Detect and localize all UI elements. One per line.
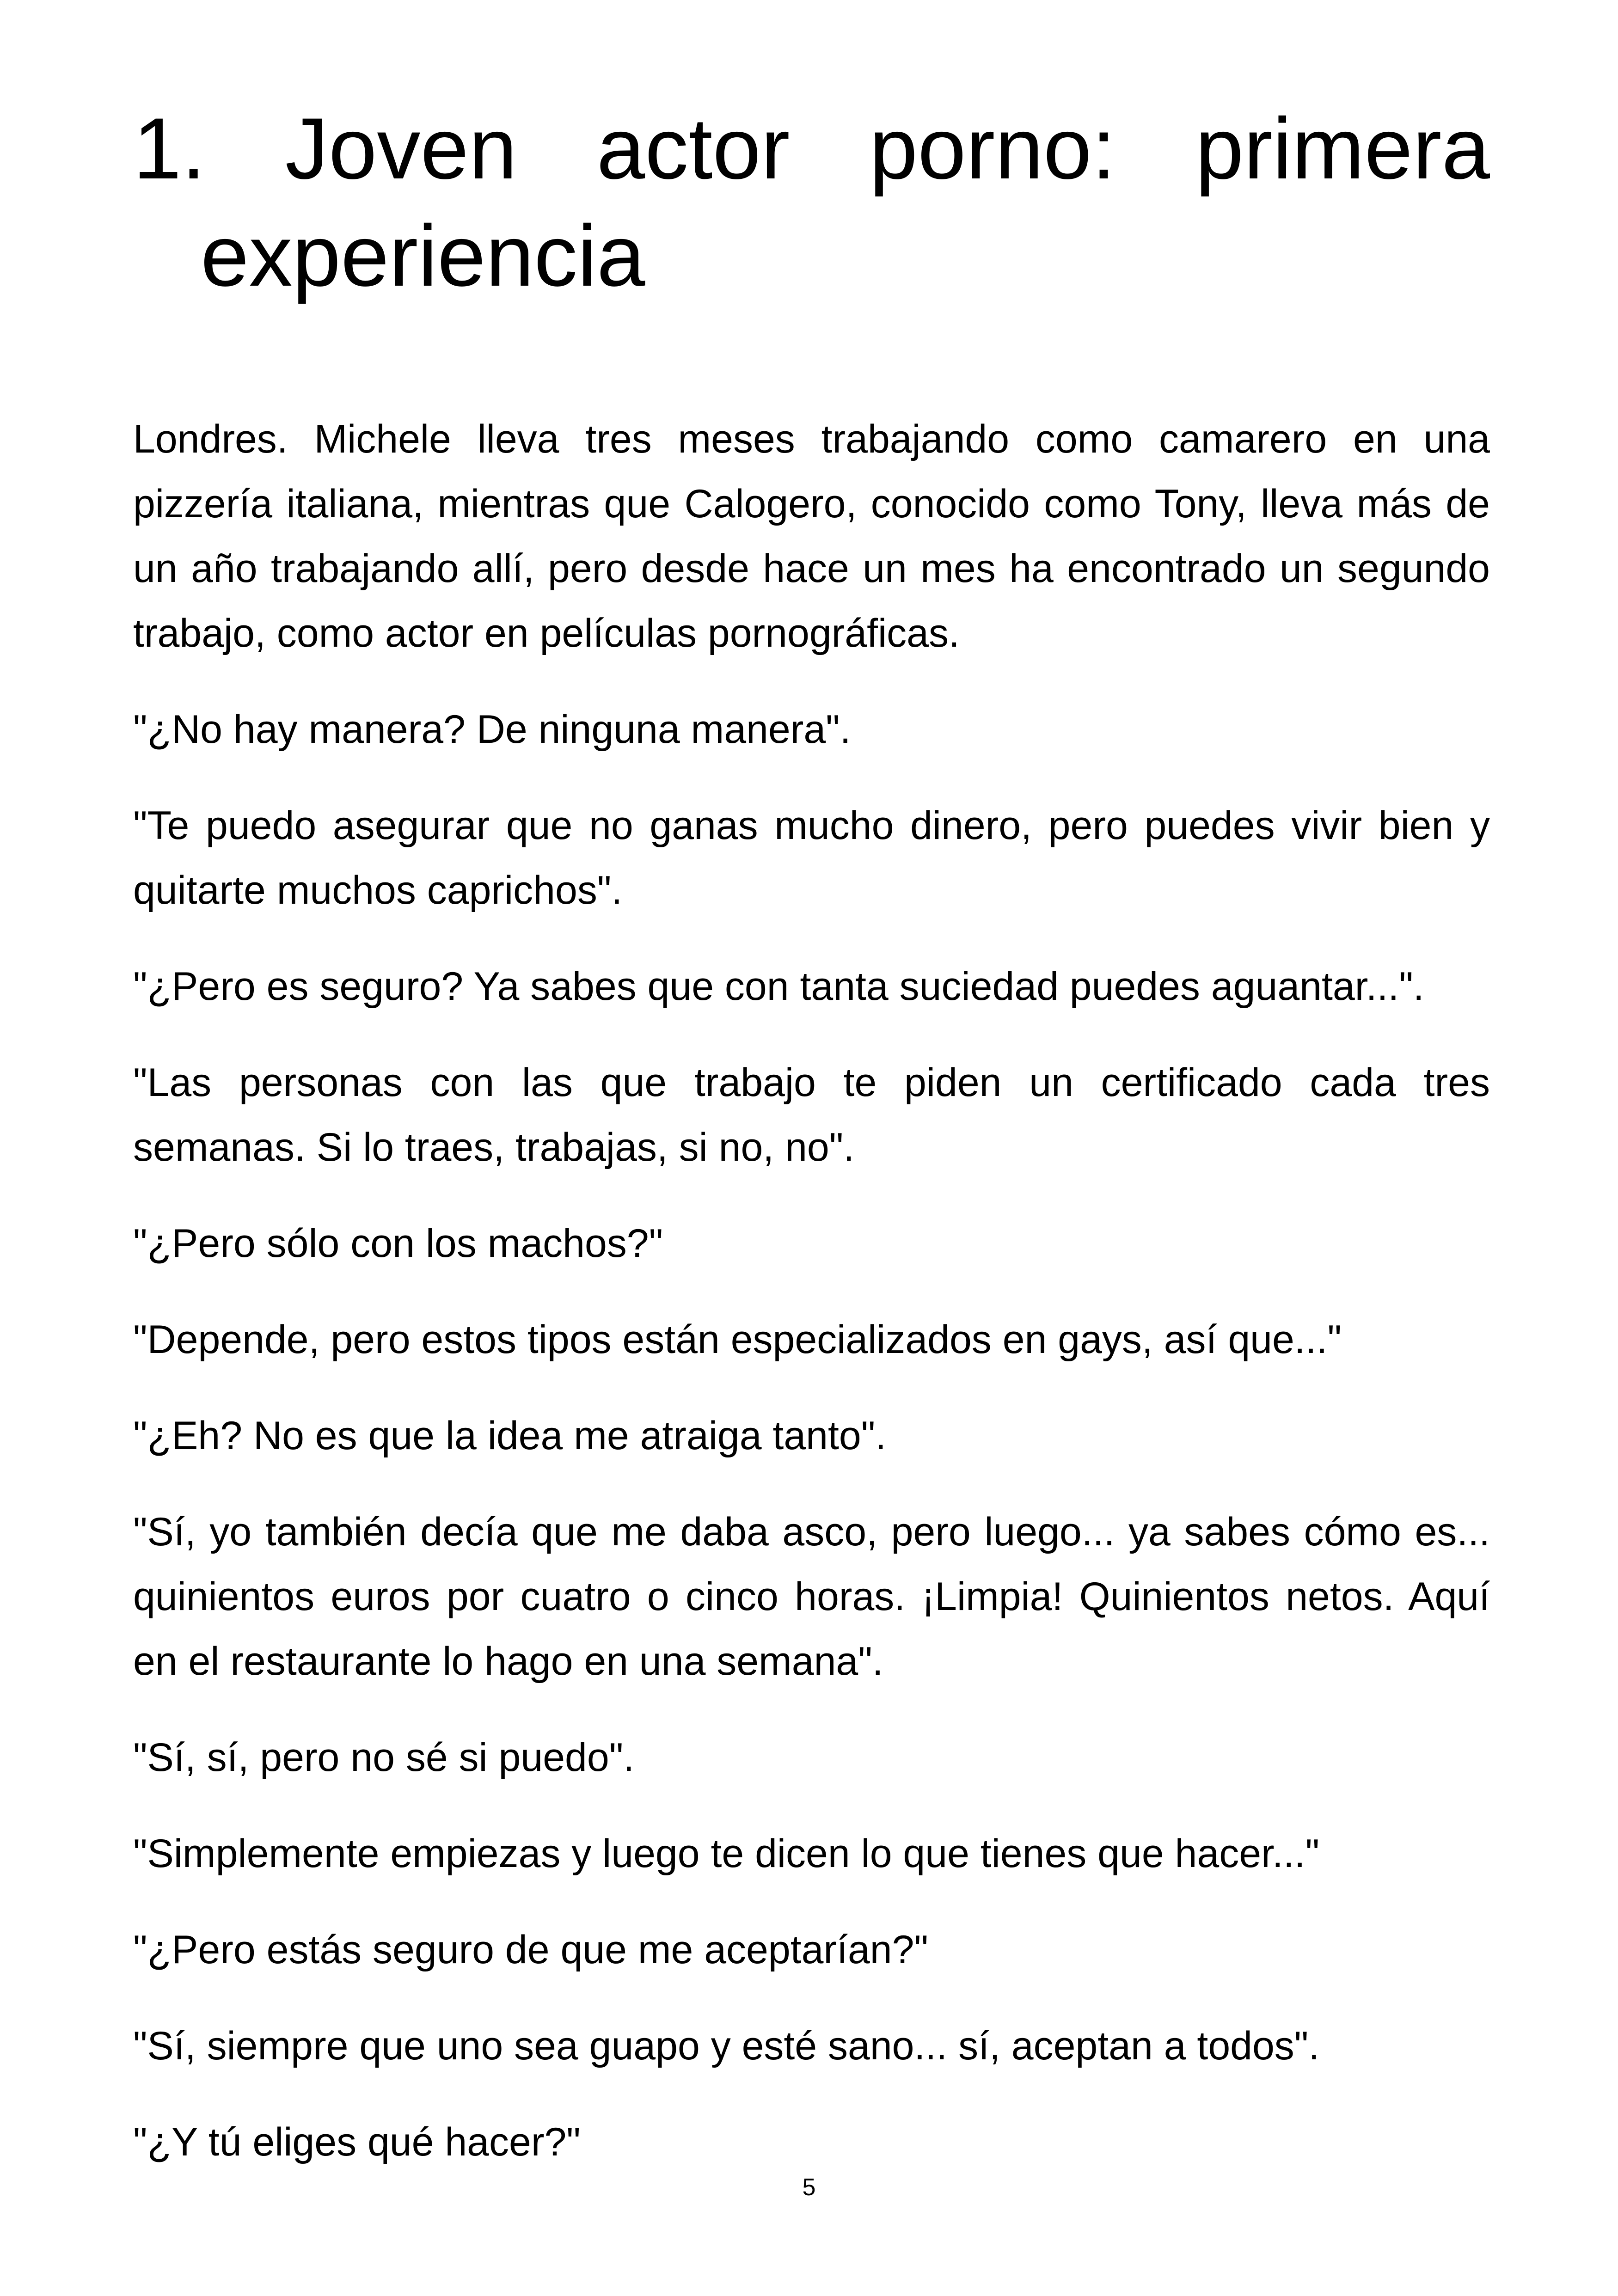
- paragraph: Londres. Michele lleva tres meses trabajando como camarero en una pizzería italiana, mientras que Calogero, conocido como Tony, lleva más de un año trabajando allí, pero desde hace un mes ha encontrado un segundo trabajo, como actor en películas pornográficas.: [133, 417, 1490, 655]
- paragraph: "¿Eh? No es que la idea me atraiga tanto".: [133, 1414, 887, 1458]
- paragraph: "Simplemente empiezas y luego te dicen lo que tienes que hacer...": [133, 1831, 1320, 1876]
- paragraph: "Sí, siempre que uno sea guapo y esté sano... sí, aceptan a todos".: [133, 2024, 1320, 2068]
- paragraph: "¿Pero es seguro? Ya sabes que con tanta suciedad puedes aguantar...".: [133, 964, 1424, 1009]
- paragraph: "Depende, pero estos tipos están especializados en gays, así que...": [133, 1317, 1342, 1362]
- chapter-title: 1. Joven actor porno: primera experiencia: [133, 100, 1490, 304]
- paragraph: "Las personas con las que trabajo te piden un certificado cada tres semanas. Si lo traes, trabajas, si no, no".: [133, 1060, 1490, 1169]
- paragraph: "¿No hay manera? De ninguna manera".: [133, 707, 851, 752]
- paragraph: "Sí, yo también decía que me daba asco, pero luego... ya sabes cómo es... quinientos euros por cuatro o cinco horas. ¡Limpia! Quinientos netos. Aquí en el restaurante lo hago en una semana".: [133, 1510, 1490, 1684]
- paragraph: "¿Pero sólo con los machos?": [133, 1221, 663, 1266]
- paragraph: "¿Pero estás seguro de que me aceptarían?": [133, 1928, 928, 1972]
- body-text: [133, 407, 1490, 2206]
- page-number: 5: [802, 2174, 816, 2201]
- document-page: [133, 0, 1490, 2296]
- paragraph: "Te puedo asegurar que no ganas mucho dinero, pero puedes vivir bien y quitarte muchos caprichos".: [133, 803, 1490, 912]
- paragraph: "¿Y tú eliges qué hacer?": [133, 2120, 581, 2164]
- paragraph: "Sí, sí, pero no sé si puedo".: [133, 1735, 635, 1780]
